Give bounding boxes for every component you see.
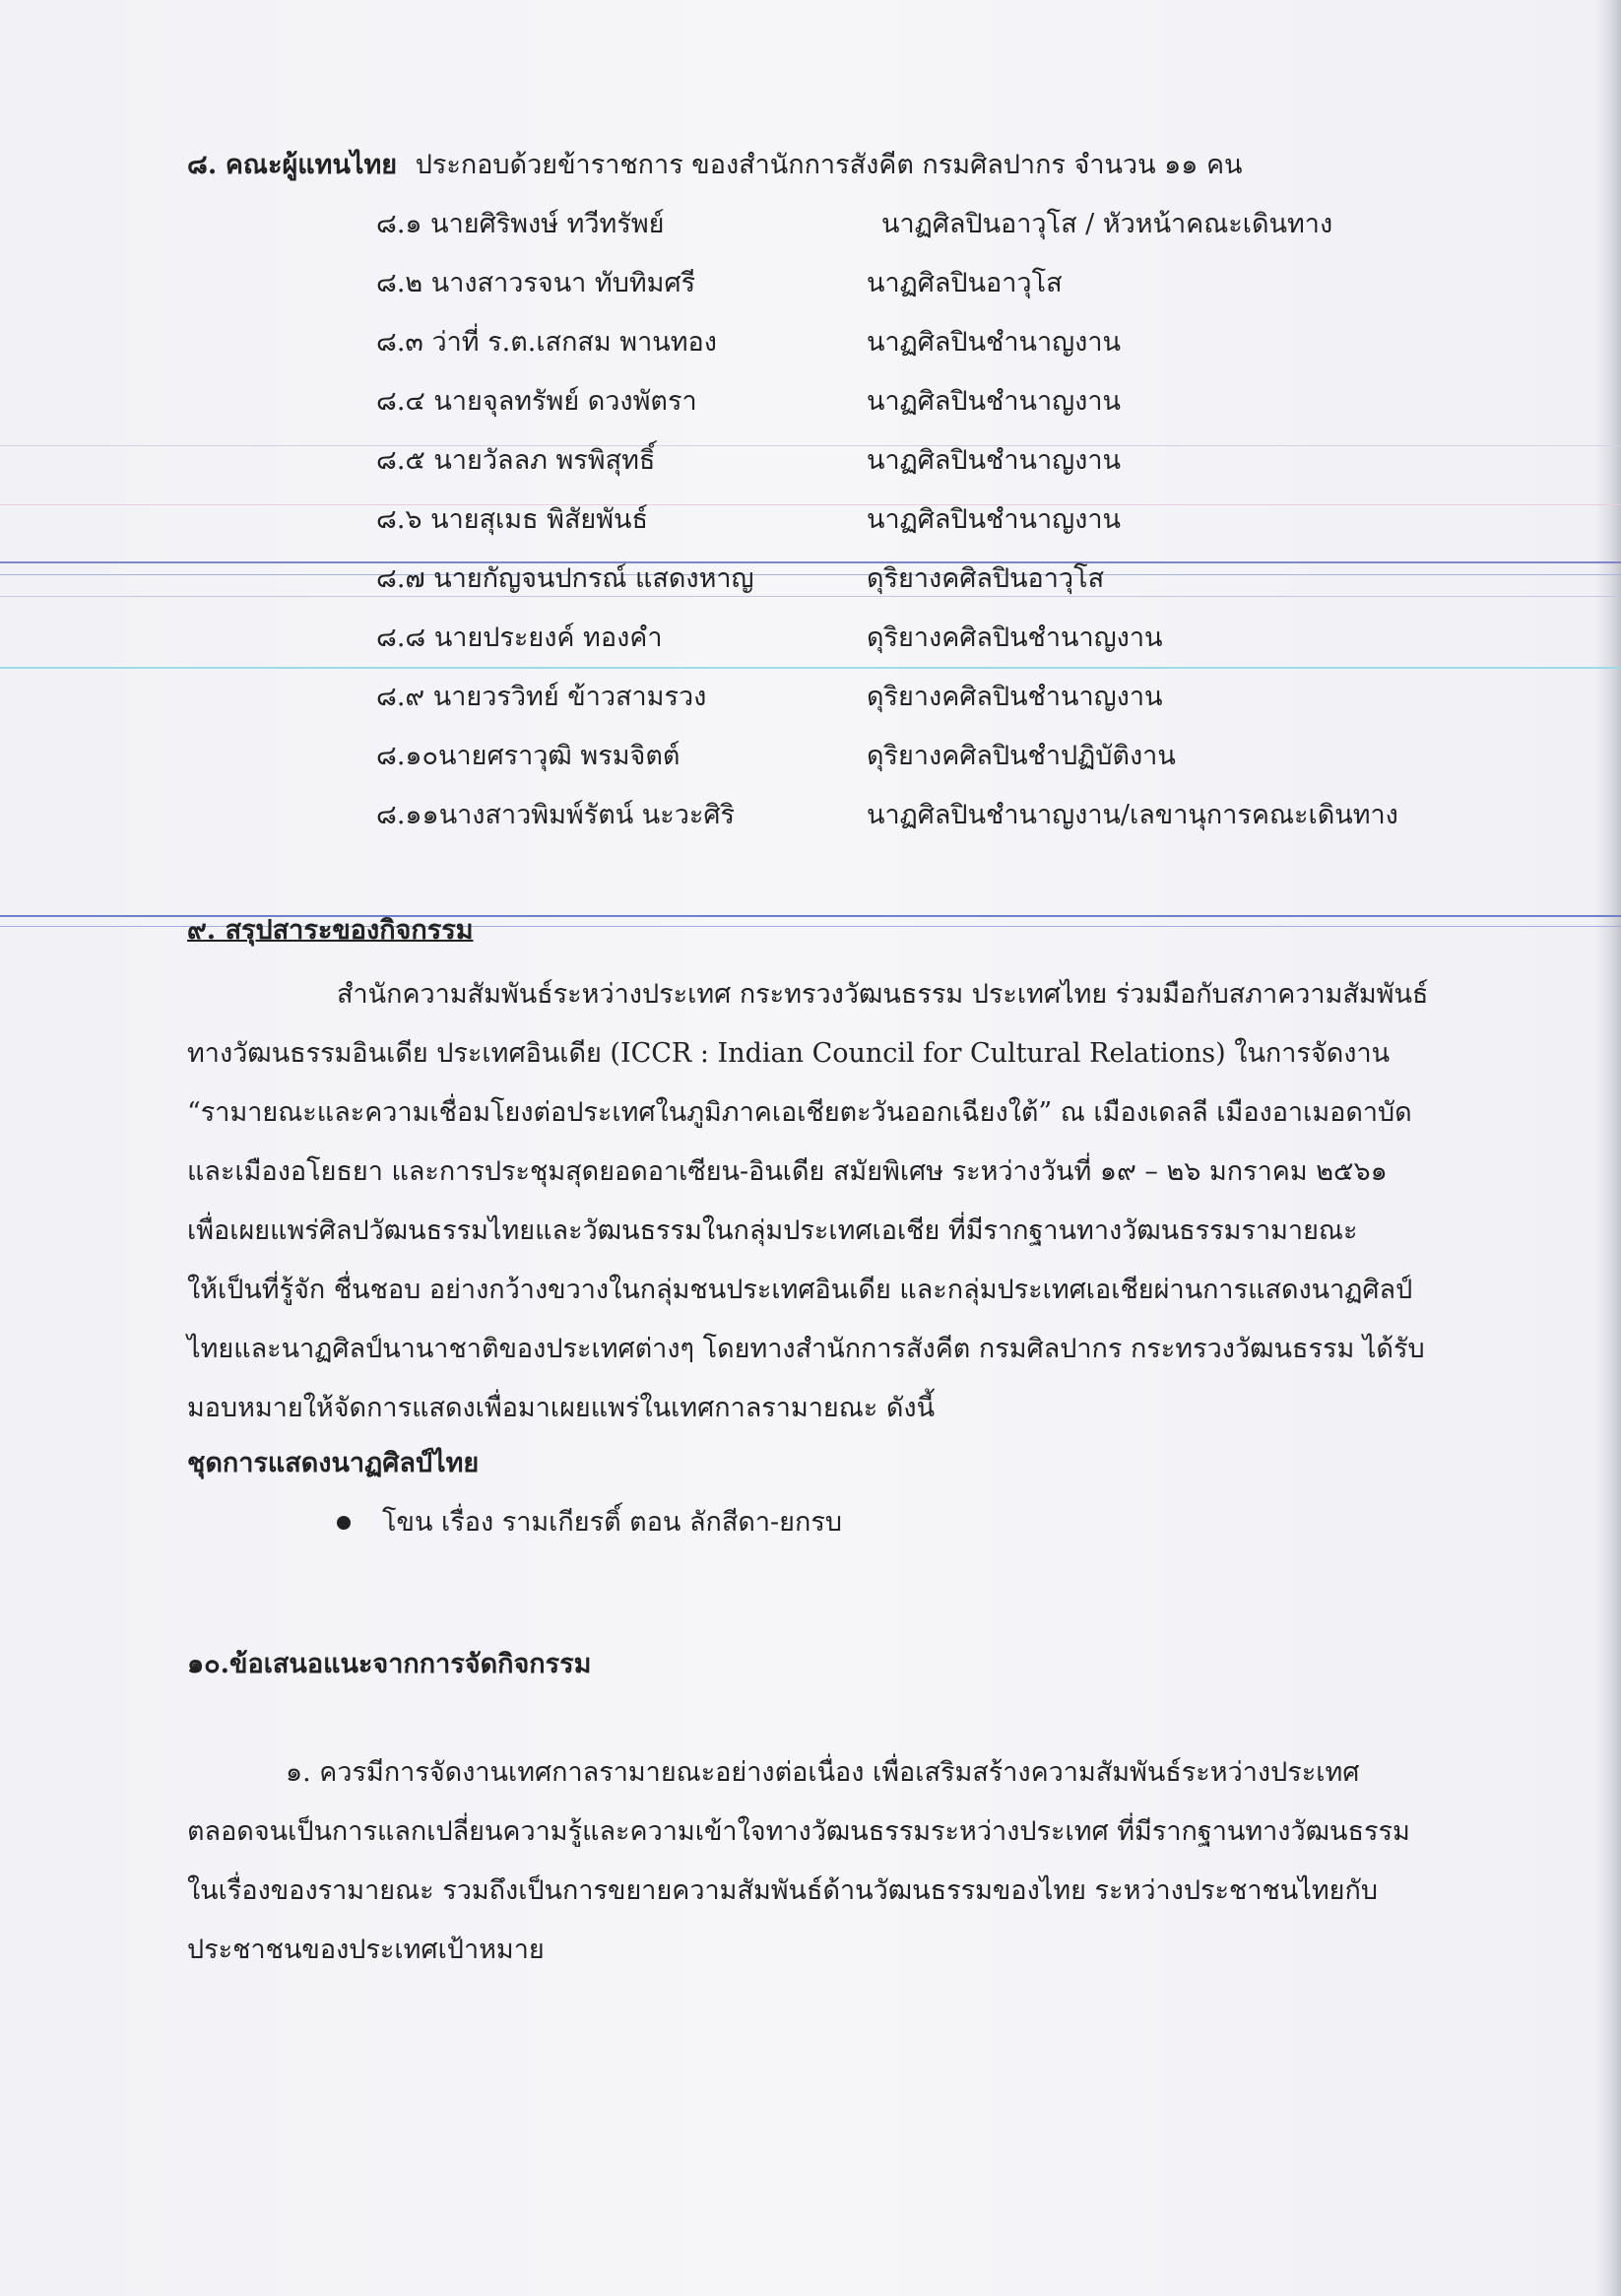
member-role: ดุริยางคศิลปินชำนาญงาน [867,623,1163,653]
scan-line [0,561,1621,563]
member-role: นาฏศิลปินชำนาญงาน [867,386,1121,417]
member-role: ดุริยางคศิลปินอาวุโส [867,563,1105,594]
member-name: ๘.๘ นายประยงค์ ทองคำ [376,623,663,653]
paragraph-line: สำนักความสัมพันธ์ระหว่างประเทศ กระทรวงวัฒนธรรม ประเทศไทย ร่วมมือกับสภาความสัมพันธ์ [337,979,1429,1010]
member-role: นาฏศิลปินชำนาญงาน [867,504,1121,535]
member-name: ๘.๒ นางสาวรจนา ทับทิมศรี [376,268,696,298]
paragraph-line: ตลอดจนเป็นการแลกเปลี่ยนความรู้และความเข้าใจทางวัฒนธรรมระหว่างประเทศ ที่มีรากฐานทางวัฒนธรรม [187,1816,1410,1847]
member-name: ๘.๕ นายวัลลภ พรพิสุทธิ์ [376,445,656,476]
bullet-item: โขน เรื่อง รามเกียรติ์ ตอน ลักสีดา-ยกรบ [382,1507,842,1538]
member-role: ดุริยางคศิลปินชำปฏิบัติงาน [867,741,1176,771]
member-role: นาฏศิลปินชำนาญงาน/เลขานุการคณะเดินทาง [867,800,1398,830]
scan-line [0,504,1621,505]
section9-subheading: ชุดการแสดงนาฏศิลป์ไทย [187,1448,480,1478]
paragraph-line: “รามายณะและความเชื่อมโยงต่อประเทศในภูมิภาคเอเชียตะวันออกเฉียงใต้” ณ เมืองเดลลี เมืองอาเมอดาบัด [187,1097,1412,1128]
section9-heading: ๙. สรุปสาระของกิจกรรม [187,915,474,946]
paragraph-line: เพื่อเผยแพร่ศิลปวัฒนธรรมไทยและวัฒนธรรมในกลุ่มประเทศเอเชีย ที่มีรากฐานทางวัฒนธรรมรามายณะ [187,1215,1358,1246]
member-role: นาฏศิลปินชำนาญงาน [867,445,1121,476]
paragraph-line: ๑. ควรมีการจัดงานเทศกาลรามายณะอย่างต่อเนื่อง เพื่อเสริมสร้างความสัมพันธ์ระหว่างประเทศ [286,1757,1360,1788]
member-role: นาฏศิลปินชำนาญงาน [867,327,1121,358]
paragraph-line: มอบหมายให้จัดการแสดงเพื่อมาเผยแพร่ในเทศกาลรามายณะ ดังนี้ [187,1393,936,1423]
section8-heading [187,146,1243,185]
member-name: ๘.๑๐นายศราวุฒิ พรมจิตต์ [376,741,681,771]
section8-title: คณะผู้แทนไทย [225,150,398,180]
scan-line [0,445,1621,446]
member-name: ๘.๙ นายวรวิทย์ ข้าวสามรวง [376,682,707,712]
paragraph-line: ประชาชนของประเทศเป้าหมาย [187,1935,545,1965]
paragraph-line: ไทยและนาฏศิลป์นานาชาติของประเทศต่างๆ โดยทางสำนักการสังคีต กรมศิลปากร กระทรวงวัฒนธรรม ได้รับ [187,1334,1425,1364]
member-name: ๘.๑ นายศิริพงษ์ ทวีทรัพย์ [376,209,665,239]
bullet-icon [337,1516,351,1530]
paragraph-line: ในเรื่องของรามายณะ รวมถึงเป็นการขยายความสัมพันธ์ด้านวัฒนธรรมของไทย ระหว่างประชาชนไทยกับ [187,1875,1378,1906]
member-name: ๘.๔ นายจุลทรัพย์ ดวงพัตรา [376,386,697,417]
scan-line [0,574,1621,575]
scan-line [0,667,1621,669]
page-edge-shadow [1595,0,1621,2296]
section8-number: ๘. [187,150,218,180]
member-name: ๘.๑๑นางสาวพิมพ์รัตน์ นะวะศิริ [376,800,736,830]
member-name: ๘.๓ ว่าที่ ร.ต.เสกสม พานทอง [376,327,717,358]
member-name: ๘.๗ นายกัญจนปกรณ์ แสดงหาญ [376,563,754,594]
scan-line [0,596,1621,597]
section10-heading: ๑๐.ข้อเสนอแนะจากการจัดกิจกรรม [187,1649,592,1679]
member-role: ดุริยางคศิลปินชำนาญงาน [867,682,1163,712]
member-role: นาฏศิลปินอาวุโส [867,268,1063,298]
member-role: นาฏศิลปินอาวุโส / หัวหน้าคณะเดินทาง [881,209,1333,239]
member-name: ๘.๖ นายสุเมธ พิสัยพันธ์ [376,504,648,535]
paragraph-line: ให้เป็นที่รู้จัก ชื่นชอบ อย่างกว้างขวางในกลุ่มชนประเทศอินเดีย และกลุ่มประเทศเอเชียผ่านการแสดงนาฏศิลป์ [187,1275,1413,1305]
section8-description: ประกอบด้วยข้าราชการ ของสำนักการสังคีต กรมศิลปากร จำนวน ๑๑ คน [415,150,1243,180]
paragraph-line: ทางวัฒนธรรมอินเดีย ประเทศอินเดีย (ICCR : Indian Council for Cultural Relations) ในการจัดงาน [187,1038,1391,1069]
paragraph-line: และเมืองอโยธยา และการประชุมสุดยอดอาเซียน-อินเดีย สมัยพิเศษ ระหว่างวันที่ ๑๙ – ๒๖ มกราคม ๒๕๖๑ [187,1156,1388,1187]
